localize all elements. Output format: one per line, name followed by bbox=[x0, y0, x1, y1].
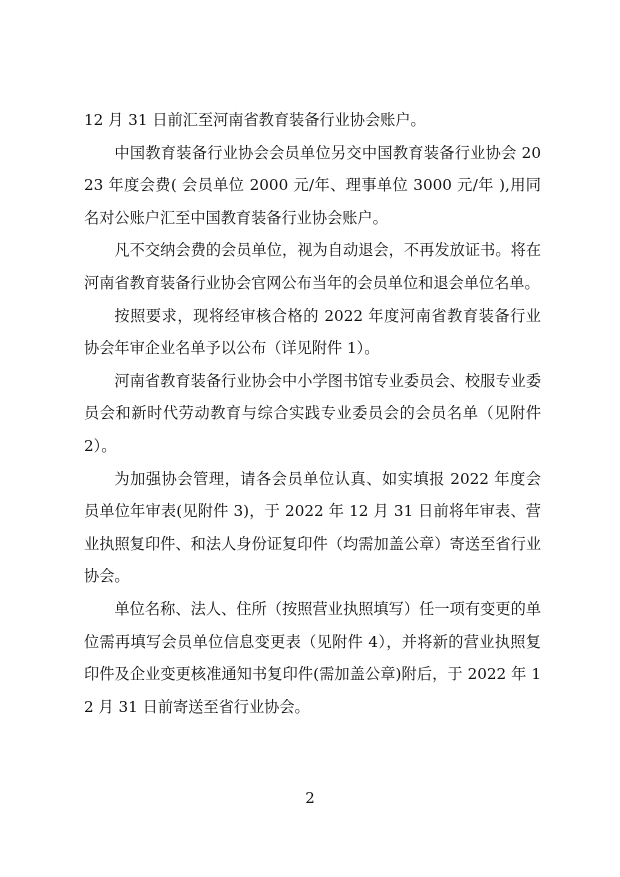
page-number: 2 bbox=[305, 789, 315, 807]
document-body bbox=[84, 104, 541, 723]
paragraph-national-fee: 中国教育装备行业协会会员单位另交中国教育装备行业协会 2023 年度会费( 会员单位 2000 元/年、理事单位 3000 元/年 ),用同名对公账户汇至中国教育装备行业协会账户。 bbox=[84, 143, 541, 227]
paragraph-info-change: 单位名称、法人、住所（按照营业执照填写）任一项有变更的单位需再填写会员单位信息变更表（见附件 4），并将新的营业执照复印件及企业变更核准通知书复印件(需加盖公章)附后，于 2022 年 12 月 31 日前寄送至省行业协会。 bbox=[84, 599, 541, 716]
paragraph-audit-list: 按照要求，现将经审核合格的 2022 年度河南省教育装备行业协会年审企业名单予以公布（详见附件 1）。 bbox=[84, 306, 541, 358]
paragraph-unpaid-withdrawal: 凡不交纳会费的会员单位，视为自动退会，不再发放证书。将在河南省教育装备行业协会官网公布当年的会员单位和退会单位名单。 bbox=[84, 241, 541, 292]
paragraph-annual-review: 为加强协会管理，请各会员单位认真、如实填报 2022 年度会员单位年审表(见附件 3)，于 2022 年 12 月 31 日前将年审表、营业执照复印件、和法人身份证复印件（均需加盖公章）寄送至省行业协会。 bbox=[84, 469, 541, 586]
paragraph-committee-members: 河南省教育装备行业协会中小学图书馆专业委员会、校服专业委员会和新时代劳动教育与综合实践专业委员会的会员名单（见附件 2）。 bbox=[84, 371, 541, 455]
paragraph-continuation: 12 月 31 日前汇至河南省教育装备行业协会账户。 bbox=[84, 111, 426, 129]
